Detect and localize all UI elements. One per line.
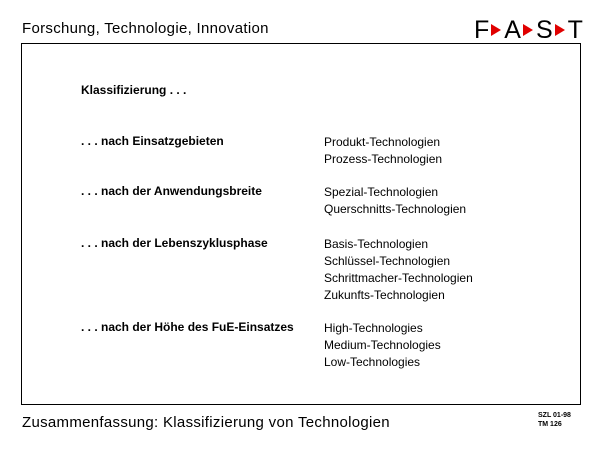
criterion-label: . . . nach der Lebenszyklusphase xyxy=(81,236,268,250)
technology-list xyxy=(324,184,466,218)
section-heading: Klassifizierung . . . xyxy=(81,83,187,97)
technology-item: Produkt-Technologien xyxy=(324,135,441,149)
technology-list xyxy=(324,320,441,371)
logo-triangle-icon xyxy=(555,24,565,36)
slide-reference-line-2: TM 126 xyxy=(538,421,562,428)
technology-item: Medium-Technologies xyxy=(324,338,441,352)
slide-reference-line-1: SZL 01-98 xyxy=(538,412,571,419)
footer-title: Zusammenfassung: Klassifizierung von Technologien xyxy=(22,414,390,431)
criterion-label: . . . nach der Anwendungsbreite xyxy=(81,184,262,198)
technology-item: Schlüssel-Technologien xyxy=(324,254,451,268)
technology-item: Low-Technologies xyxy=(324,355,421,369)
logo-triangle-icon xyxy=(491,24,501,36)
technology-item: Zukunfts-Technologien xyxy=(324,288,445,302)
technology-item: Querschnitts-Technologien xyxy=(324,202,467,216)
content-frame xyxy=(21,43,581,405)
logo-letter-a: A xyxy=(504,16,521,44)
logo-triangle-icon xyxy=(523,24,533,36)
technology-item: Schrittmacher-Technologien xyxy=(324,271,473,285)
fast-logo xyxy=(474,17,583,43)
criterion-label: . . . nach der Höhe des FuE-Einsatzes xyxy=(81,320,294,334)
technology-item: Spezial-Technologien xyxy=(324,185,439,199)
technology-item: Prozess-Technologien xyxy=(324,152,443,166)
criterion-label: . . . nach Einsatzgebieten xyxy=(81,134,224,148)
technology-item: Basis-Technologien xyxy=(324,237,429,251)
slide-reference xyxy=(538,411,571,429)
logo-letter-f: F xyxy=(474,16,490,44)
technology-item: High-Technologies xyxy=(324,321,423,335)
logo-letter-t: T xyxy=(567,16,583,44)
technology-list xyxy=(324,134,442,168)
technology-list xyxy=(324,236,473,304)
logo-letter-s: S xyxy=(535,16,553,44)
page-title: Forschung, Technologie, Innovation xyxy=(22,20,269,37)
